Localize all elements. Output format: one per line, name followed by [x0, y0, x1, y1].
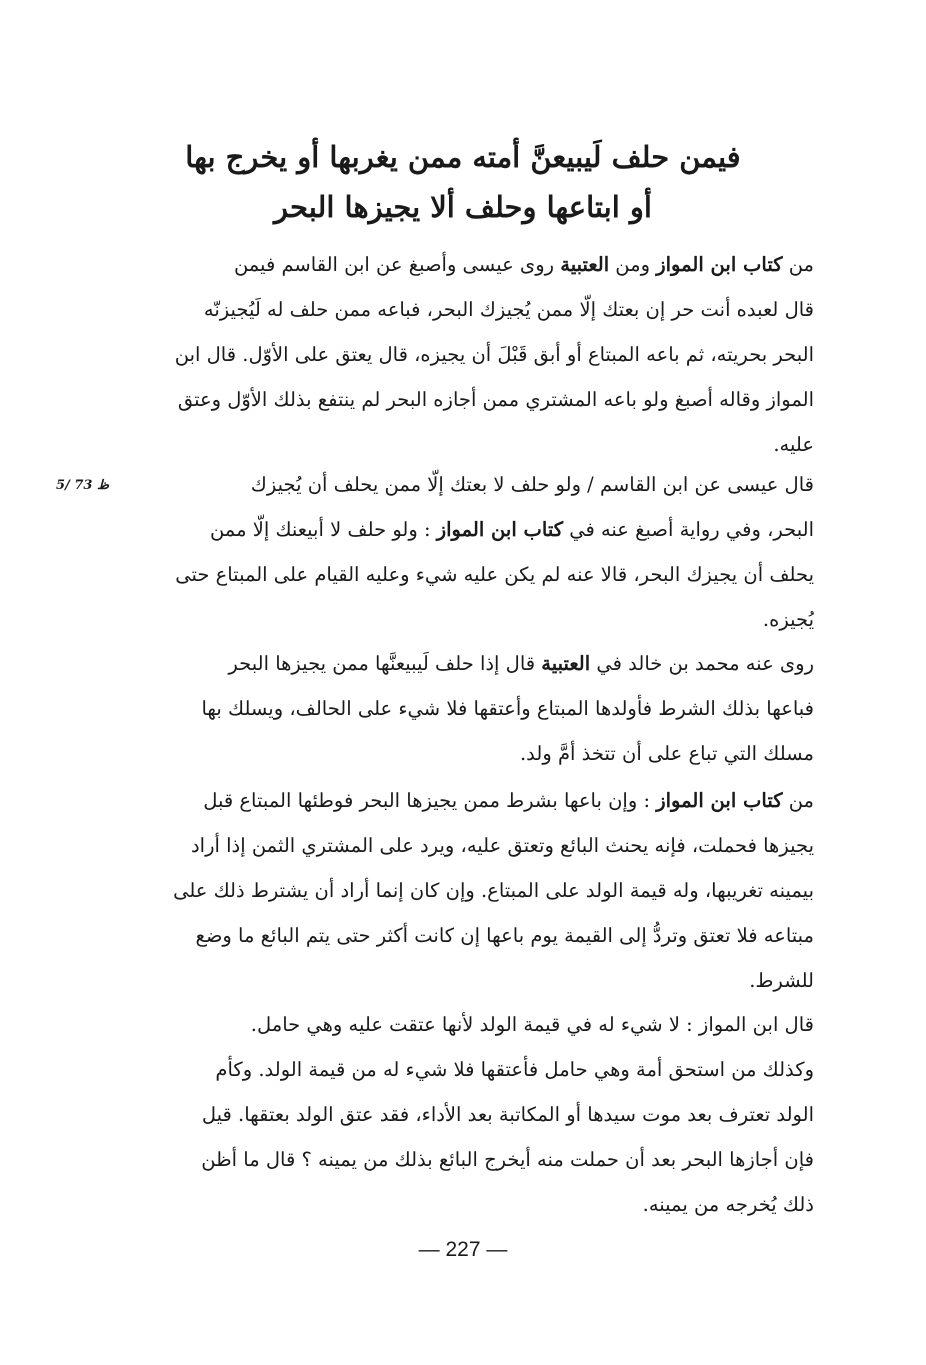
paragraph-line: يحلف أن يجيزك البحر، قالا عنه لم يكن عليه شيء وعليه القيام على المبتاع حتى [175, 563, 814, 586]
book-name: كتاب ابن المواز [656, 789, 783, 812]
paragraph-3 [150, 641, 814, 776]
book-name: كتاب ابن المواز [436, 518, 563, 541]
paragraph-line: المواز وقاله أصبغ ولو باعه المشتري ممن أجازه البحر لم ينتفع بذلك الأوّل وعتق [177, 388, 814, 411]
paragraph-line: مبتاعه فلا تعتق وتردُّ إلى القيمة يوم باعها إن كانت أكثر حتى يتم البائع ما وضع [195, 924, 814, 947]
margin-folio-note: 5/ 73 ظ [56, 478, 109, 493]
paragraph-line: عليه. [773, 433, 814, 456]
page-number: — 227 — [418, 1238, 508, 1261]
paragraph-line: فباعها بذلك الشرط فأولدها المبتاع وأعتقها فلا شيء على الحالف، ويسلك بها [201, 697, 814, 720]
paragraph-line: يُجيزه. [762, 608, 814, 631]
title-line-1: فيمن حلف لَيبيعنَّ أمته ممن يغربها أو يخرج بها [185, 140, 741, 174]
paragraph-line: ذلك يُخرجه من يمينه. [642, 1193, 814, 1216]
book-name: العتبية [541, 652, 591, 675]
paragraph-line: روى عنه محمد بن خالد في العتبية قال إذا حلف لَيبيعنَّها ممن يجيزها البحر [228, 652, 814, 675]
paragraph-4 [150, 778, 814, 1003]
paragraph-line: من كتاب ابن المواز : وإن باعها بشرط ممن يجيزها البحر فوطئها المبتاع قبل [203, 789, 814, 812]
paragraph-line: من كتاب ابن المواز ومن العتبية روى عيسى وأصبغ عن ابن القاسم فيمن [233, 253, 814, 276]
paragraph-5 [150, 1002, 814, 1227]
paragraph-line: البحر، وفي رواية أصبغ عنه في كتاب ابن المواز : ولو حلف لا أبيعنك إلّا ممن [209, 518, 814, 541]
paragraph-line: للشرط. [749, 969, 814, 992]
paragraph-line: بيمينه تغريبها، وله قيمة الولد على المبتاع. وإن كان إنما أراد أن يشترط ذلك على [173, 879, 814, 902]
book-name: كتاب ابن المواز [656, 253, 783, 276]
paragraph-line: يجيزها فحملت، فإنه يحنث البائع وتعتق عليه، ويرد على المشتري الثمن إذا أراد [190, 834, 814, 857]
paragraph-line: قال ابن المواز : لا شيء له في قيمة الولد لأنها عتقت عليه وهي حامل. [250, 1013, 814, 1036]
paragraph-1 [150, 242, 814, 467]
paragraph-line: البحر بحريته، ثم باعه المبتاع أو أبق قَبْلَ أن يجيزه، قال يعتق على الأوّل. قال ابن [174, 343, 814, 366]
chapter-title [150, 132, 776, 232]
paragraph-line: قال لعبده أنت حر إن بعتك إلّا ممن يُجيزك البحر، فباعه ممن حلف له لَيُجيزنّه [203, 298, 814, 321]
paragraph-line: الولد تعترف بعد موت سيدها أو المكاتبة بعد الأداء، فقد عتق الولد بعتقها. قيل [201, 1103, 814, 1126]
title-line-2: أو ابتاعها وحلف ألا يجيزها البحر [274, 190, 652, 224]
paragraph-line: وكذلك من استحق أمة وهي حامل فأعتقها فلا شيء له من قيمة الولد. وكأم [215, 1058, 814, 1081]
book-name: العتبية [560, 253, 610, 276]
paragraph-2 [150, 462, 814, 642]
paragraph-line: مسلك التي تباع على أن تتخذ أمَّ ولد. [519, 742, 814, 765]
paragraph-line: فإن أجازها البحر بعد أن حملت منه أيخرج البائع بذلك من يمينه ؟ قال ما أظن [201, 1148, 814, 1171]
paragraph-line: قال عيسى عن ابن القاسم / ولو حلف لا بعتك إلّا ممن يحلف أن يُجيزك [250, 473, 814, 496]
